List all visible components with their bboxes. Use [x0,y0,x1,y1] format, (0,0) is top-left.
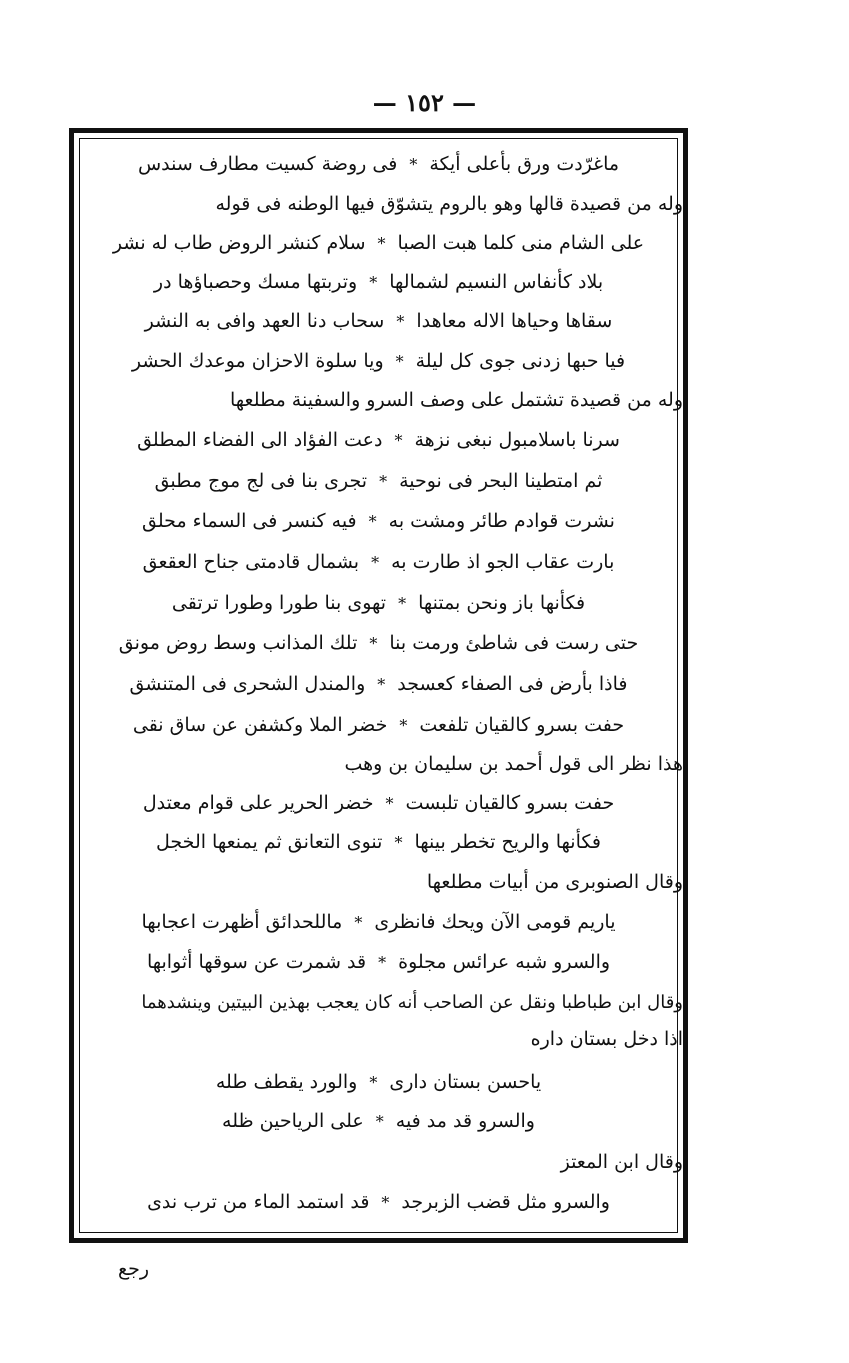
prose-line: وقال ابن المعتز [560,1151,683,1173]
verse-line [74,224,683,262]
verse-line [74,145,683,183]
first-hemistich: حفت بسرو كالقيان تلفعت [419,714,625,736]
hemistich-separator-star: * [399,715,408,735]
hemistich-separator-star: * [375,1111,384,1131]
verse-line [74,543,683,581]
second-hemistich: سحاب دنا العهد وافى به النشر [144,310,385,332]
hemistich-separator-star: * [396,311,405,331]
verse-line [74,462,683,500]
second-hemistich: قد استمد الماء من ترب ندى [147,1191,370,1213]
hemistich-separator-star: * [409,154,418,174]
verse-line [74,1063,683,1101]
hemistich-separator-star: * [377,674,386,694]
first-hemistich: ثم امتطينا البحر فى نوحية [399,470,603,492]
second-hemistich: فى روضة كسيت مطارف سندس [137,153,398,175]
first-hemistich: سرنا باسلامبول نبغى نزهة [414,429,620,451]
first-hemistich: والسرو قد مد فيه [395,1110,535,1132]
verse-line [74,421,683,459]
prose-line: وقال الصنوبرى من أبيات مطلعها [426,871,683,893]
verse-line [74,624,683,662]
verse-line [74,584,683,622]
first-hemistich: فاذا بأرض فى الصفاء كعسجد [397,673,628,695]
verse-line [74,502,683,540]
first-hemistich: ياريم قومى الآن ويحك فانظرى [374,911,616,933]
second-hemistich: خضر الحرير على قوام معتدل [142,792,374,814]
hemistich-separator-star: * [354,912,363,932]
verse-line [74,342,683,380]
hemistich-separator-star: * [368,511,377,531]
hemistich-separator-star: * [379,471,388,491]
hemistich-separator-star: * [369,272,378,292]
first-hemistich: فكأنها باز ونحن بمتنها [418,592,586,614]
first-hemistich: على الشام منى كلما هبت الصبا [397,232,645,254]
second-hemistich: على الرياحين ظله [222,1110,364,1132]
first-hemistich: نشرت قوادم طائر ومشت به [388,510,615,532]
page-number: — ١٥٢ — [372,88,477,117]
hemistich-separator-star: * [394,832,403,852]
verse-line [74,784,683,822]
hemistich-separator-star: * [377,233,386,253]
first-hemistich: بارت عقاب الجو اذ طارت به [391,551,615,573]
second-hemistich: تجرى بنا فى لج موج مطبق [154,470,368,492]
hemistich-separator-star: * [394,430,403,450]
verse-line [74,665,683,703]
hemistich-separator-star: * [371,552,380,572]
first-hemistich: والسرو شبه عرائس مجلوة [398,951,611,973]
second-hemistich: ماللحدائق أظهرت اعجابها [141,911,343,933]
first-hemistich: حتى رست فى شاطئ ورمت بنا [389,632,639,654]
second-hemistich: خضر الملا وكشفن عن ساق نقى [132,714,388,736]
second-hemistich: تهوى بنا طورا وطورا ترتقى [171,592,387,614]
second-hemistich: تلك المذانب وسط روض مونق [118,632,358,654]
verse-line [74,263,683,301]
verse-line [74,943,683,981]
verse-line [74,302,683,340]
catchword: رجع [118,1258,150,1280]
second-hemistich: فيه كنسر فى السماء محلق [142,510,357,532]
hemistich-separator-star: * [381,1192,390,1212]
prose-line: وله من قصيدة تشتمل على وصف السرو والسفينة مطلعها [229,389,683,411]
prose-line: هذا نظر الى قول أحمد بن سليمان بن وهب [344,753,683,775]
prose-line: اذا دخل بستان داره [530,1028,683,1050]
first-hemistich: فيا حبها زدنى جوى كل ليلة [415,350,626,372]
hemistich-separator-star: * [395,351,404,371]
hemistich-separator-star: * [369,1072,378,1092]
second-hemistich: قد شمرت عن سوقها أثوابها [146,951,367,973]
verse-line [74,823,683,861]
second-hemistich: وتربتها مسك وحصباؤها در [153,271,358,293]
verse-line [74,903,683,941]
hemistich-separator-star: * [369,633,378,653]
prose-line: وله من قصيدة قالها وهو بالروم يتشوّق فيها الوطنه فى قوله [215,193,683,215]
first-hemistich: والسرو مثل قضب الزبرجد [401,1191,610,1213]
second-hemistich: والورد يقطف طله [215,1071,358,1093]
first-hemistich: بلاد كأنفاس النسيم لشمالها [389,271,604,293]
verse-line [74,1102,683,1140]
hemistich-separator-star: * [385,793,394,813]
second-hemistich: تنوى التعانق ثم يمنعها الخجل [156,831,383,853]
first-hemistich: سقاها وحياها الاله معاهدا [416,310,613,332]
second-hemistich: دعت الفؤاد الى الفضاء المطلق [137,429,383,451]
second-hemistich: ويا سلوة الاحزان موعدك الحشر [131,350,384,372]
second-hemistich: والمندل الشحرى فى المتنشق [129,673,366,695]
first-hemistich: حفت بسرو كالقيان تلبست [405,792,615,814]
verse-line [74,706,683,744]
prose-line: وقال ابن طباطبا ونقل عن الصاحب أنه كان يعجب بهذين البيتين وينشدهما [141,991,683,1013]
second-hemistich: بشمال قادمتى جناح العقعق [142,551,360,573]
hemistich-separator-star: * [378,952,387,972]
hemistich-separator-star: * [398,593,407,613]
first-hemistich: ياحسن بستان دارى [389,1071,542,1093]
second-hemistich: سلام كنشر الروض طاب له نشر [112,232,366,254]
verse-line [74,1183,683,1221]
first-hemistich: ماغرّدت ورق بأعلى أيكة [429,153,620,175]
first-hemistich: فكأنها والريح تخطر بينها [414,831,601,853]
